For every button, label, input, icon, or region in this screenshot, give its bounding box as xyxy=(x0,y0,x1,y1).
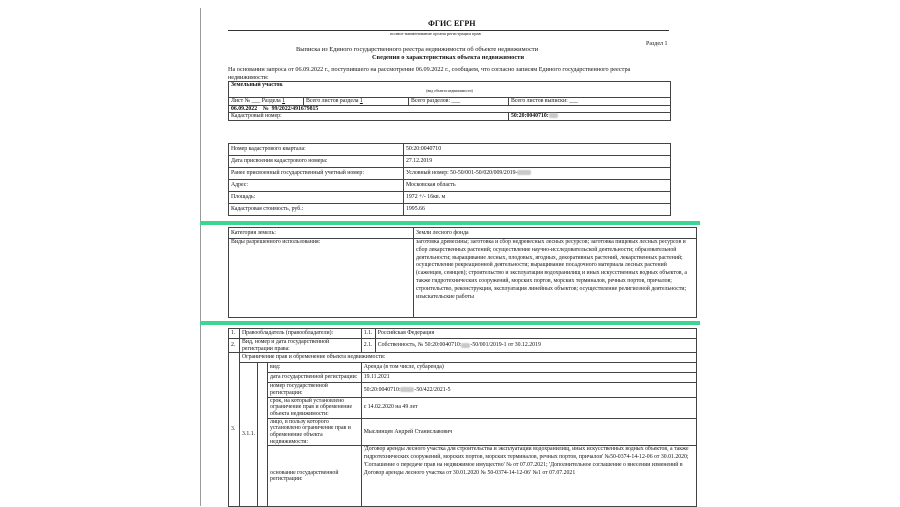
detail-label: Номер кадастрового квартала: xyxy=(229,144,404,156)
encumbrance-item-value: Мыслинцев Андрей Станиславович xyxy=(361,418,696,446)
detail-label: Площадь: xyxy=(229,192,404,204)
rights-holder-value: Российская Федерация xyxy=(375,329,696,339)
row-index: 1.1. xyxy=(361,329,375,339)
rights-table xyxy=(228,328,697,507)
encumbrance-item-label: номер государственной регистрации: xyxy=(268,383,362,397)
detail-value: 1972 +/- 16кв. м xyxy=(404,192,671,204)
right-registration-label: Вид, номер и дата государственной регистрации права: xyxy=(240,339,362,353)
cadastral-number-value: 50:20:0040710: xyxy=(509,113,671,121)
permitted-use-label: Виды разрешенного использования: xyxy=(229,239,414,318)
encumbrance-index: 3.1.1. xyxy=(240,363,258,507)
detail-value: Московская область xyxy=(404,180,671,192)
encumbrance-item-value: Аренда (в том числе, субаренда) xyxy=(361,363,696,373)
encumbrance-label: Ограничение прав и обременение объекта недвижимости: xyxy=(240,353,697,363)
total-extract-sheets-cell: Всего листов выписки: ___ xyxy=(509,98,671,106)
row-number: 2. xyxy=(229,339,240,353)
section-label: Раздел 1 xyxy=(646,41,668,47)
encumbrance-item-label: вид: xyxy=(268,363,362,373)
detail-label: Адрес: xyxy=(229,180,404,192)
cadastral-number-label: Кадастровый номер: xyxy=(229,113,509,121)
redacted-mark xyxy=(461,343,470,348)
detail-label: Кадастровая стоимость, руб.: xyxy=(229,204,404,216)
object-details-table xyxy=(228,143,671,216)
document-title: Выписка из Единого государственного реестра недвижимости об объекте недвижимости xyxy=(296,46,539,53)
total-sections-cell: Всего разделов: ___ xyxy=(409,98,509,106)
basis-paragraph: На основании запроса от 06.09.2022 г., поступившего на рассмотрение 06.09.2022 г., сообщаем, что согласно записям Единого государственного реестра недвижимости: xyxy=(228,66,631,81)
detail-value: Условный номер: 50-50/001-50/020/009/2019- xyxy=(404,168,671,180)
organization-caption: полное наименование органа регистрации прав xyxy=(390,31,481,36)
encumbrance-item-value: 19.11.2021 xyxy=(361,373,696,383)
sheet-number-cell: Лист № ___ Раздела 1 xyxy=(229,98,304,106)
detail-value: 1995.66 xyxy=(404,204,671,216)
encumbrance-item-label: лицо, в пользу которого установлено ограничение прав и обременение объекта недвижимости: xyxy=(268,418,362,446)
row-number: 3. xyxy=(229,353,240,507)
permitted-use-value: заготовка древесины; заготовка и сбор недревесных лесных ресурсов; заготовка пищевых лесных ресурсов и сбор лекарственных растений; осуществление научно-исследовательской деятельности; образовательной деятельности; выращивание лесных, плодовых, ягодных, декоративных растений, лекарственных растений; осуществление рекреационной деятельности; выращивание посадочного материала лесных растений (саженцев, сеянцев); строительство и эксплуатация водохранилищ и иных искусственных водных объектов, а также гидротехнических сооружений, морских портов, морских терминалов, речных портов, причалов; строительство, реконструкция, эксплуатация линейных объектов; осуществление религиозной деятельности; изыскательские работы xyxy=(414,239,697,318)
page-edge xyxy=(200,8,201,506)
redacted-mark xyxy=(517,170,531,175)
redacted-mark xyxy=(400,387,414,392)
detail-value: 27.12.2019 xyxy=(404,156,671,168)
object-type: Земельный участок xyxy=(231,82,283,88)
highlight-bar-bottom xyxy=(200,321,700,325)
detail-label: Ранее присвоенный государственный учетный номер: xyxy=(229,168,404,180)
encumbrance-item-label: дата государственной регистрации: xyxy=(268,373,362,383)
land-category-table xyxy=(228,227,697,318)
detail-label: Дата присвоения кадастрового номера: xyxy=(229,156,404,168)
encumbrance-item-label: срок, на который установлено ограничение прав и обременение объекта недвижимости: xyxy=(268,397,362,418)
object-type-caption: (вид объекта недвижимости) xyxy=(426,88,473,93)
encumbrance-item-label: основание государственной регистрации: xyxy=(268,446,362,507)
encumbrance-item-value: 50:20:0040710: -50/422/2021-5 xyxy=(361,383,696,397)
organization-name: ФГИС ЕГРН xyxy=(428,19,476,28)
highlight-bar-top xyxy=(200,221,700,225)
right-registration-value: Собственность, № 50:20:0040710: -50/001/2019-1 от 30.12.2019 xyxy=(375,339,696,353)
extract-date-number: 06.09.2022 № 99/2022/491679815 xyxy=(229,105,671,113)
redacted-mark xyxy=(549,113,558,118)
total-section-sheets-cell: Всего листов раздела 1 xyxy=(304,98,409,106)
document-subtitle: Сведения о характеристиках объекта недвижимости xyxy=(372,54,525,61)
land-category-value: Земли лесного фонда xyxy=(414,228,697,239)
detail-value: 50:20:0040710 xyxy=(404,144,671,156)
row-index: 2.1. xyxy=(361,339,375,353)
object-header-table xyxy=(228,81,671,121)
encumbrance-item-value: 'Договор аренды лесного участка для строительства и эксплуатации водохранилищ, иных искусственных водных объектов, а также гидротехнических сооружений, морских портов, морских терминалов, речных портов, причалов' №50-0374-14-12-06 от 30.01.2020; 'Соглашение о передаче прав на недвижимое имущество' № от 07.07.2021; 'Дополнительное соглашение о внесении изменений в Договор аренды лесного участка от 30.01.2020 № 50-0374-14-12-06' №1 от 07.07.2021 xyxy=(361,446,696,507)
encumbrance-item-value: с 14.02.2020 на 49 лет xyxy=(361,397,696,418)
rights-holder-label: Правообладатель (правообладатели): xyxy=(240,329,362,339)
spacer-cell xyxy=(258,363,268,507)
land-category-label: Категория земель: xyxy=(229,228,414,239)
row-number: 1. xyxy=(229,329,240,339)
